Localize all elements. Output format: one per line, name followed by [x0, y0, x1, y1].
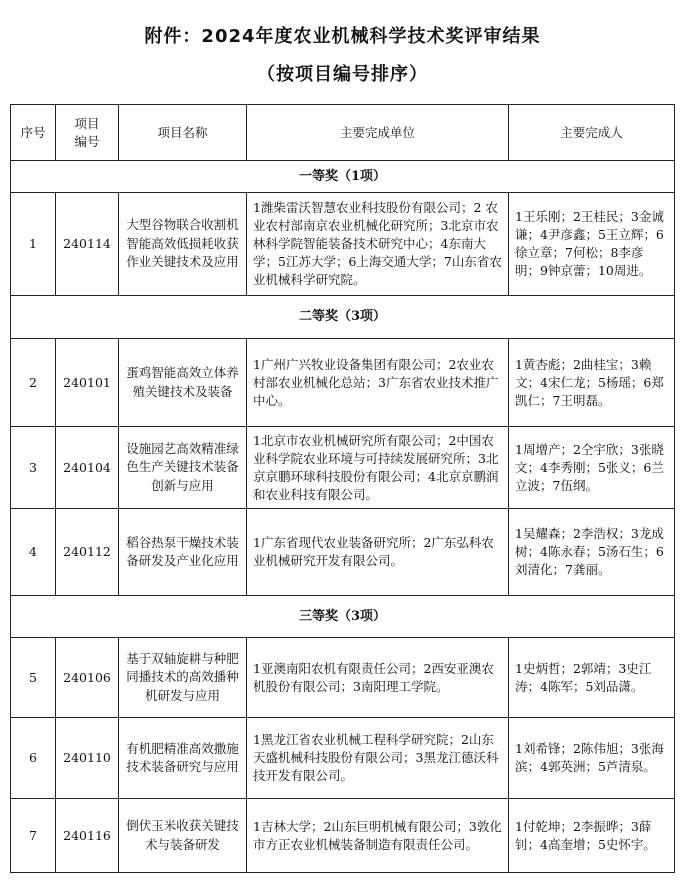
header-people: 主要完成人: [509, 105, 675, 161]
row-people: 1王乐刚；2王桂民；3金诚谦；4尹彦鑫；5王立辉；6徐立章；7何松；8李彦明；9钟京蕾；10周进。: [509, 193, 675, 296]
row-code: 240114: [56, 193, 119, 296]
row-seq: 5: [11, 638, 56, 718]
row-project-name: 有机肥精准高效撒施技术装备研究与应用: [119, 718, 247, 799]
row-project-name: 倒伏玉米收获关键技术与装备研发: [119, 799, 247, 873]
row-units: 1黑龙江省农业机械工程科学研究院；2山东天盛机械科技股份有限公司；3黑龙江德沃科技开发有限公司。: [247, 718, 509, 799]
section-row: [11, 161, 675, 193]
document-title: 附件：2024年度农业机械科学技术奖评审结果: [144, 26, 541, 47]
row-units: 1亚澳南阳农机有限责任公司；2西安亚澳农机股份有限公司；3南阳理工学院。: [247, 638, 509, 718]
section-row: [11, 296, 675, 339]
row-code: 240110: [56, 718, 119, 799]
row-seq: 4: [11, 509, 56, 596]
row-units: 1广州广兴牧业设备集团有限公司；2农业农村部农业机械化总站；3广东省农业技术推广中心。: [247, 339, 509, 427]
row-code: 240106: [56, 638, 119, 718]
row-people: 1周增产；2仝宇欣；3张晓文；4李秀刚；5张义；6兰立波；7伍纲。: [509, 427, 675, 509]
table-row: [11, 799, 675, 873]
row-project-name: 大型谷物联合收割机智能高效低损耗收获作业关键技术及应用: [119, 193, 247, 296]
row-people: 1史炳哲；2郭靖；3史江涛；4陈军；5刘品潇。: [509, 638, 675, 718]
row-code: 240116: [56, 799, 119, 873]
section-row: [11, 596, 675, 638]
row-people: 1刘希锋；2陈伟旭；3张海滨；4郭英洲；5芦清泉。: [509, 718, 675, 799]
document-subtitle: （按项目编号排序）: [257, 64, 428, 85]
row-seq: 3: [11, 427, 56, 509]
header-seq: 序号: [11, 105, 56, 161]
row-units: 1北京市农业机械研究所有限公司；2中国农业科学院农业环境与可持续发展研究所；3北京京鹏环球科技股份有限公司；4北京京鹏润和农业科技有限公司。: [247, 427, 509, 509]
header-name: 项目名称: [119, 105, 247, 161]
section-heading: 一等奖（1项）: [11, 161, 675, 193]
row-units: 1潍柴雷沃智慧农业科技股份有限公司；2 农业农村部南京农业机械化研究所；3北京市农林科学院智能装备技术研究中心；4东南大学；5江苏大学；6上海交通大学；7山东省农业机械科学研究院。: [247, 193, 509, 296]
row-units: 1广东省现代农业装备研究所；2广东弘科农业机械研究开发有限公司。: [247, 509, 509, 596]
row-project-name: 蛋鸡智能高效立体养殖关键技术及装备: [119, 339, 247, 427]
row-seq: 1: [11, 193, 56, 296]
row-seq: 6: [11, 718, 56, 799]
header-row: [11, 105, 675, 161]
row-seq: 2: [11, 339, 56, 427]
row-units: 1吉林大学；2山东巨明机械有限公司；3敦化市方正农业机械装备制造有限责任公司。: [247, 799, 509, 873]
row-project-name: 基于双轴旋耕与种肥同播技术的高效播种机研发与应用: [119, 638, 247, 718]
row-code: 240112: [56, 509, 119, 596]
table-row: [11, 339, 675, 427]
table-row: [11, 509, 675, 596]
row-people: 1黄杏彪；2曲桂宝；3赖文；4宋仁龙；5杨瑶；6郑凯仁；7王明磊。: [509, 339, 675, 427]
row-code: 240101: [56, 339, 119, 427]
row-project-name: 稻谷热泵干燥技术装备研发及产业化应用: [119, 509, 247, 596]
header-units: 主要完成单位: [247, 105, 509, 161]
table-row: [11, 638, 675, 718]
row-people: 1吴耀森；2李浩权；3龙成树；4陈永春；5汤石生；6刘清化；7龚丽。: [509, 509, 675, 596]
row-people: 1付乾坤；2李振晔；3薛钊；4高奎增；5史怀宇。: [509, 799, 675, 873]
results-table: [10, 104, 675, 873]
section-heading: 二等奖（3项）: [11, 296, 675, 339]
table-row: [11, 193, 675, 296]
row-project-name: 设施园艺高效精准绿色生产关键技术装备创新与应用: [119, 427, 247, 509]
table-row: [11, 718, 675, 799]
row-code: 240104: [56, 427, 119, 509]
header-code: 项目编号: [56, 105, 119, 161]
table-row: [11, 427, 675, 509]
row-seq: 7: [11, 799, 56, 873]
section-heading: 三等奖（3项）: [11, 596, 675, 638]
